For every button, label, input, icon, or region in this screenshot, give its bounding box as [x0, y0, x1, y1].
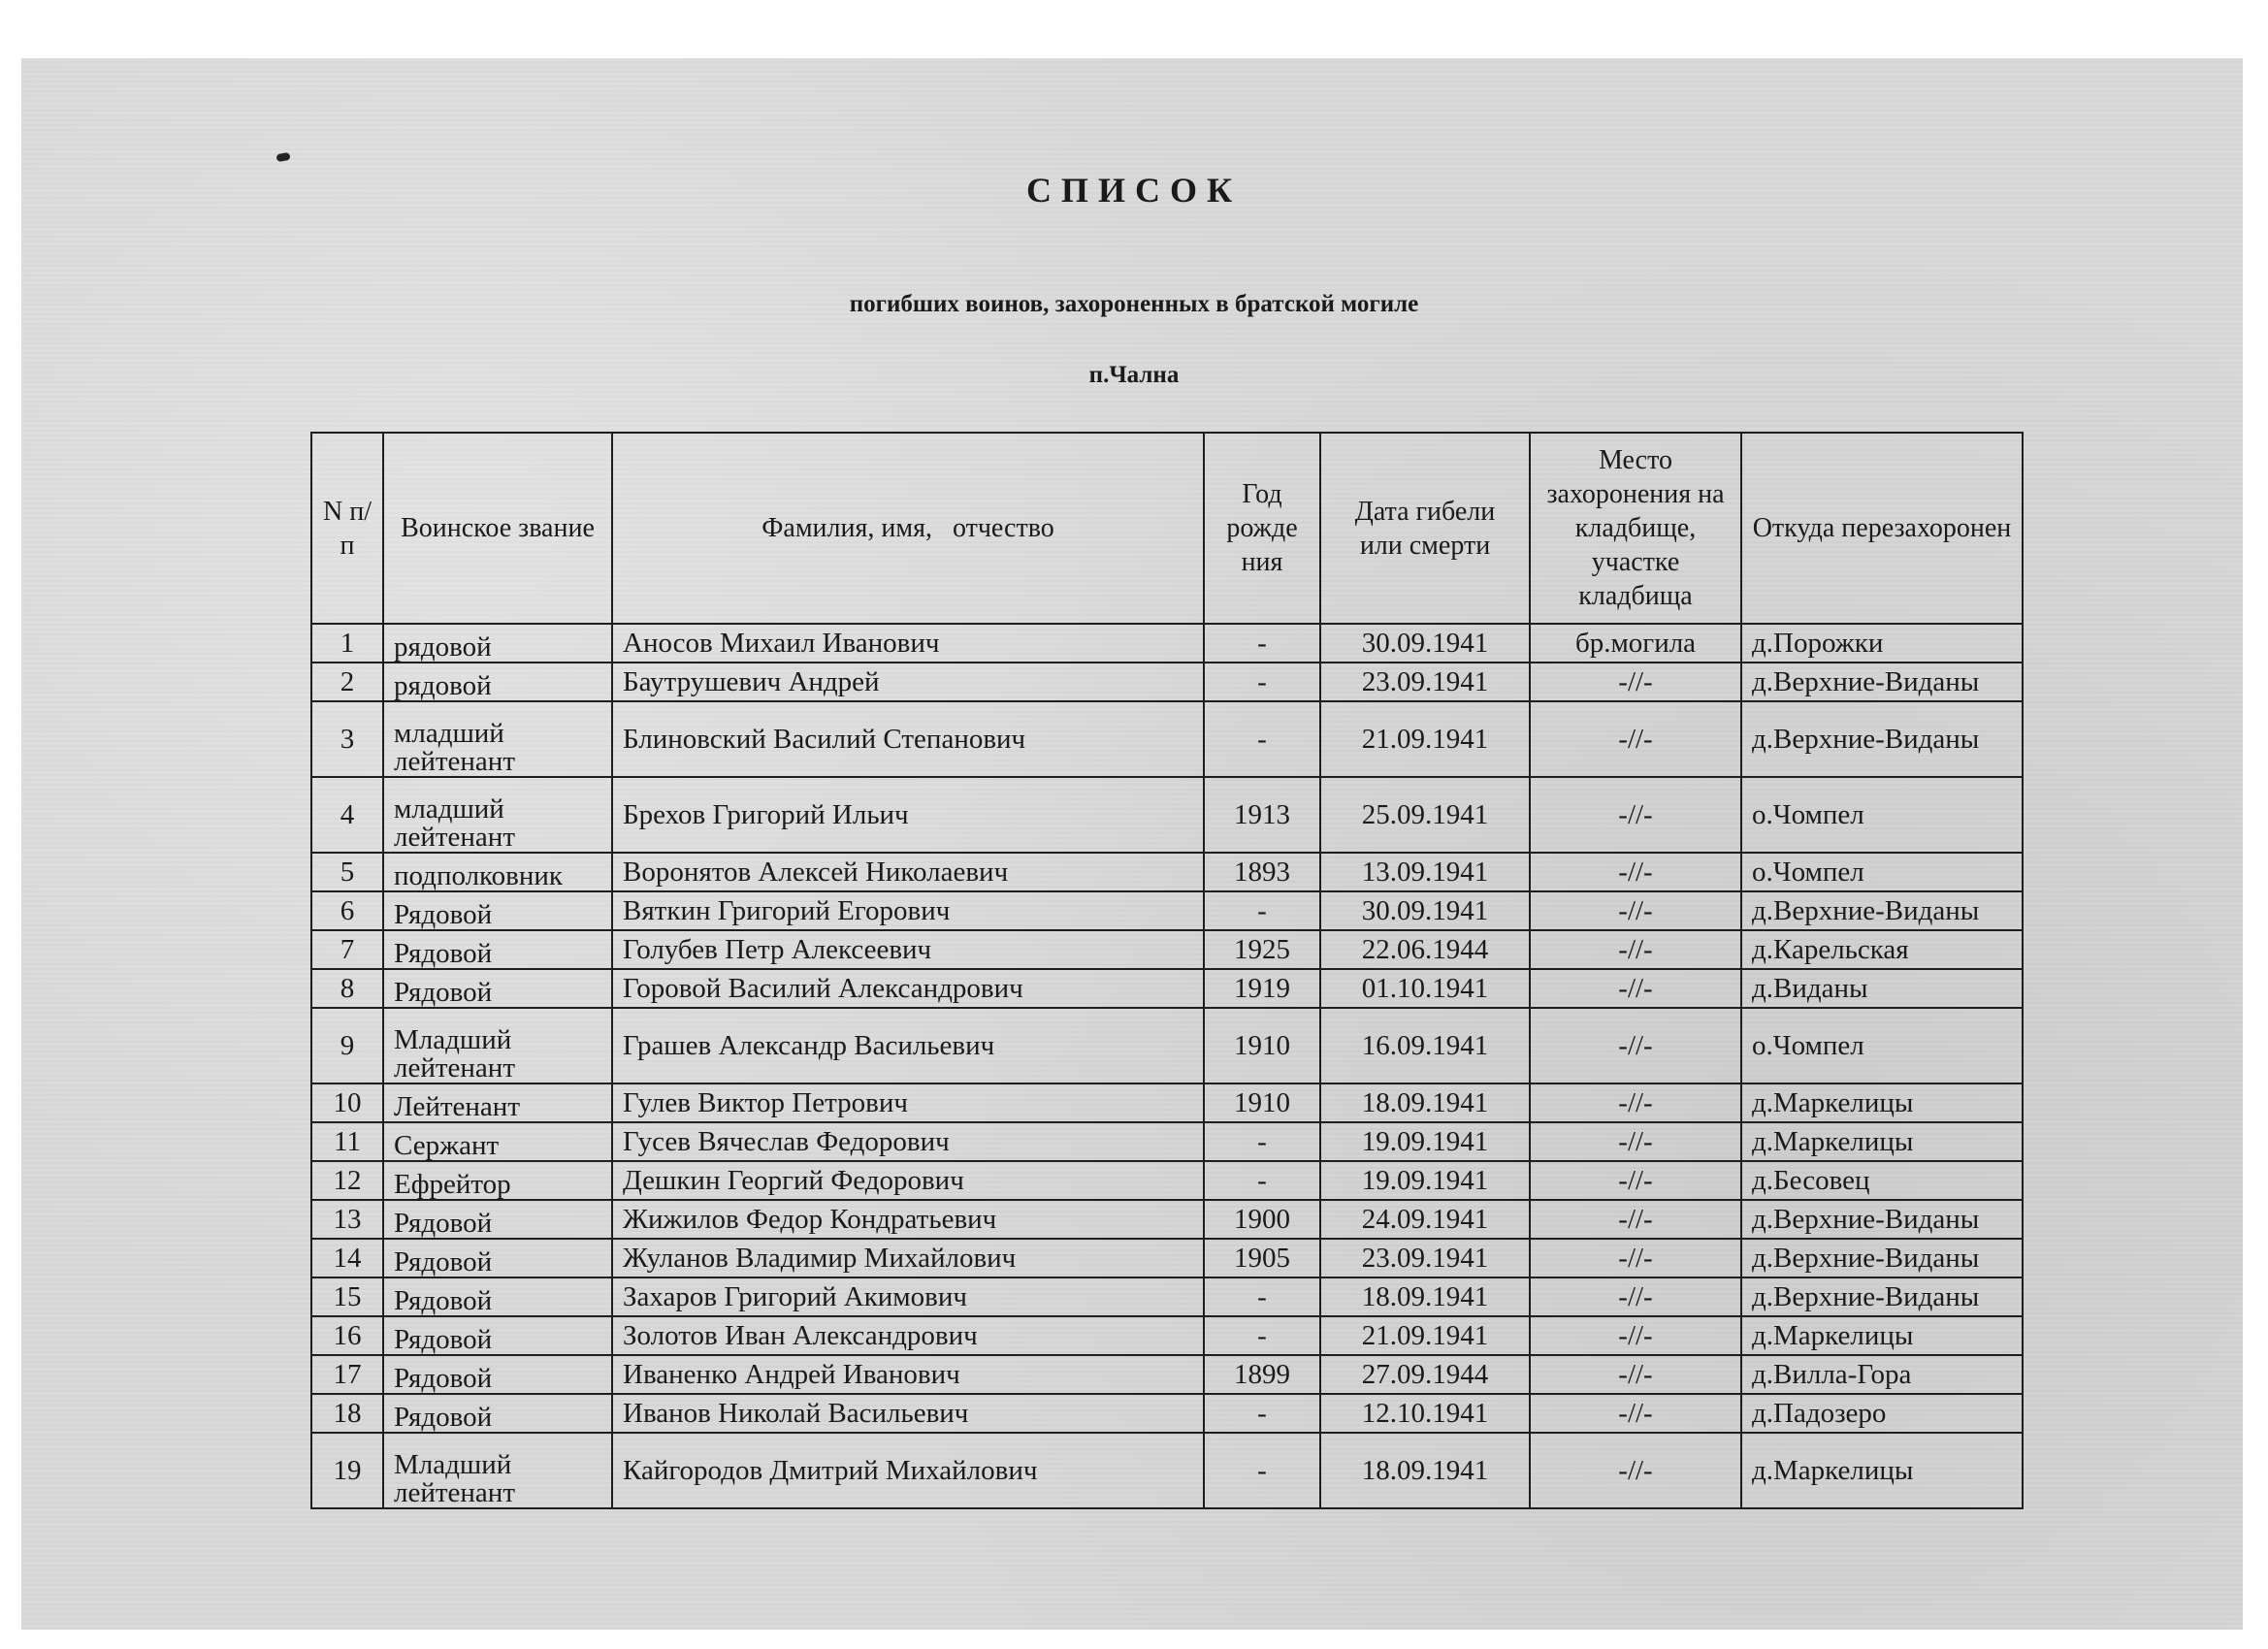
cell-from: д.Маркелицы — [1741, 1122, 2023, 1161]
cell-year: - — [1204, 891, 1320, 930]
document-title: СПИСОК — [1025, 171, 1243, 210]
cell-name: Кайгородов Дмитрий Михайлович — [612, 1433, 1204, 1508]
table-header-row — [311, 433, 2023, 624]
cell-name: Грашев Александр Васильевич — [612, 1008, 1204, 1083]
cell-num: 17 — [311, 1355, 383, 1394]
cell-burial: бр.могила — [1530, 624, 1741, 663]
cell-num: 16 — [311, 1316, 383, 1355]
cell-from: д.Верхние-Виданы — [1741, 1200, 2023, 1239]
cell-num: 3 — [311, 701, 383, 777]
cell-year: - — [1204, 1122, 1320, 1161]
cell-num: 5 — [311, 853, 383, 891]
cell-from: д.Карельская — [1741, 930, 2023, 969]
cell-year: 1913 — [1204, 777, 1320, 853]
table-row — [311, 777, 2023, 853]
cell-date: 27.09.1944 — [1320, 1355, 1530, 1394]
cell-num: 14 — [311, 1239, 383, 1277]
cell-num: 18 — [311, 1394, 383, 1433]
table-row — [311, 663, 2023, 701]
header-year: Год рожде ния — [1204, 433, 1320, 624]
cell-num: 13 — [311, 1200, 383, 1239]
table-row — [311, 891, 2023, 930]
cell-num: 8 — [311, 969, 383, 1008]
cell-name: Воронятов Алексей Николаевич — [612, 853, 1204, 891]
header-burial: Место захоронения на кладбище, участке кладбища — [1530, 433, 1741, 624]
cell-rank: Рядовой — [383, 1394, 612, 1433]
cell-name: Баутрушевич Андрей — [612, 663, 1204, 701]
table-row — [311, 1083, 2023, 1122]
cell-name: Иваненко Андрей Иванович — [612, 1355, 1204, 1394]
table-row — [311, 701, 2023, 777]
cell-name: Аносов Михаил Иванович — [612, 624, 1204, 663]
cell-from: д.Верхние-Виданы — [1741, 1277, 2023, 1316]
cell-num: 12 — [311, 1161, 383, 1200]
table-row — [311, 1008, 2023, 1083]
cell-burial: -//- — [1530, 1277, 1741, 1316]
cell-date: 16.09.1941 — [1320, 1008, 1530, 1083]
cell-year: 1900 — [1204, 1200, 1320, 1239]
cell-name: Гулев Виктор Петрович — [612, 1083, 1204, 1122]
cell-year: 1910 — [1204, 1083, 1320, 1122]
cell-year: - — [1204, 701, 1320, 777]
cell-rank: Сержант — [383, 1122, 612, 1161]
cell-burial: -//- — [1530, 1083, 1741, 1122]
cell-year: 1919 — [1204, 969, 1320, 1008]
table-row — [311, 1316, 2023, 1355]
cell-name: Блиновский Василий Степанович — [612, 701, 1204, 777]
cell-burial: -//- — [1530, 1394, 1741, 1433]
cell-rank: рядовой — [383, 624, 612, 663]
cell-name: Захаров Григорий Акимович — [612, 1277, 1204, 1316]
cell-year: 1925 — [1204, 930, 1320, 969]
cell-from: д.Падозеро — [1741, 1394, 2023, 1433]
table-row — [311, 853, 2023, 891]
table-row — [311, 930, 2023, 969]
table-row — [311, 1161, 2023, 1200]
cell-rank: Рядовой — [383, 1200, 612, 1239]
cell-year: - — [1204, 624, 1320, 663]
cell-year: 1910 — [1204, 1008, 1320, 1083]
table-row — [311, 1239, 2023, 1277]
cell-rank: Рядовой — [383, 891, 612, 930]
cell-num: 2 — [311, 663, 383, 701]
header-date: Дата гибели или смерти — [1320, 433, 1530, 624]
cell-rank: Рядовой — [383, 1316, 612, 1355]
cell-num: 7 — [311, 930, 383, 969]
roster-table — [310, 432, 2024, 1509]
cell-date: 22.06.1944 — [1320, 930, 1530, 969]
table-row — [311, 1394, 2023, 1433]
cell-year: 1899 — [1204, 1355, 1320, 1394]
cell-from: д.Вилла-Гора — [1741, 1355, 2023, 1394]
cell-burial: -//- — [1530, 1316, 1741, 1355]
cell-burial: -//- — [1530, 853, 1741, 891]
header-rank: Воинское звание — [383, 433, 612, 624]
cell-burial: -//- — [1530, 663, 1741, 701]
cell-date: 19.09.1941 — [1320, 1161, 1530, 1200]
cell-rank: Рядовой — [383, 1277, 612, 1316]
cell-num: 10 — [311, 1083, 383, 1122]
cell-burial: -//- — [1530, 1161, 1741, 1200]
cell-date: 18.09.1941 — [1320, 1277, 1530, 1316]
cell-rank: Рядовой — [383, 1355, 612, 1394]
table-row — [311, 1122, 2023, 1161]
cell-rank: Рядовой — [383, 930, 612, 969]
cell-num: 15 — [311, 1277, 383, 1316]
cell-rank: Младший лейтенант — [383, 1433, 612, 1508]
cell-year: - — [1204, 663, 1320, 701]
cell-date: 18.09.1941 — [1320, 1433, 1530, 1508]
cell-burial: -//- — [1530, 1200, 1741, 1239]
cell-from: о.Чомпел — [1741, 1008, 2023, 1083]
cell-burial: -//- — [1530, 1239, 1741, 1277]
cell-date: 13.09.1941 — [1320, 853, 1530, 891]
cell-name: Дешкин Георгий Федорович — [612, 1161, 1204, 1200]
cell-num: 1 — [311, 624, 383, 663]
cell-rank: Рядовой — [383, 1239, 612, 1277]
table-body — [311, 624, 2023, 1508]
cell-name: Голубев Петр Алексеевич — [612, 930, 1204, 969]
table-row — [311, 1433, 2023, 1508]
cell-date: 12.10.1941 — [1320, 1394, 1530, 1433]
cell-name: Иванов Николай Васильевич — [612, 1394, 1204, 1433]
cell-rank: Младший лейтенант — [383, 1008, 612, 1083]
table-row — [311, 1277, 2023, 1316]
cell-name: Золотов Иван Александрович — [612, 1316, 1204, 1355]
cell-rank: Ефрейтор — [383, 1161, 612, 1200]
cell-from: о.Чомпел — [1741, 853, 2023, 891]
cell-rank: младший лейтенант — [383, 777, 612, 853]
cell-from: д.Маркелицы — [1741, 1316, 2023, 1355]
cell-burial: -//- — [1530, 1008, 1741, 1083]
cell-rank: Лейтенант — [383, 1083, 612, 1122]
cell-year: 1905 — [1204, 1239, 1320, 1277]
table-row — [311, 969, 2023, 1008]
cell-date: 23.09.1941 — [1320, 663, 1530, 701]
table-row — [311, 624, 2023, 663]
cell-name: Гусев Вячеслав Федорович — [612, 1122, 1204, 1161]
cell-year: - — [1204, 1394, 1320, 1433]
cell-from: д.Бесовец — [1741, 1161, 2023, 1200]
cell-name: Брехов Григорий Ильич — [612, 777, 1204, 853]
cell-date: 23.09.1941 — [1320, 1239, 1530, 1277]
table-row — [311, 1355, 2023, 1394]
cell-date: 25.09.1941 — [1320, 777, 1530, 853]
cell-name: Жижилов Федор Кондратьевич — [612, 1200, 1204, 1239]
cell-year: - — [1204, 1433, 1320, 1508]
cell-burial: -//- — [1530, 969, 1741, 1008]
cell-date: 21.09.1941 — [1320, 701, 1530, 777]
header-name: Фамилия, имя, отчество — [612, 433, 1204, 624]
header-num: N п/п — [311, 433, 383, 624]
cell-from: о.Чомпел — [1741, 777, 2023, 853]
cell-burial: -//- — [1530, 930, 1741, 969]
cell-date: 18.09.1941 — [1320, 1083, 1530, 1122]
cell-rank: младший лейтенант — [383, 701, 612, 777]
cell-rank: Рядовой — [383, 969, 612, 1008]
cell-rank: рядовой — [383, 663, 612, 701]
document-place: п.Чална — [1088, 362, 1180, 388]
cell-from: д.Верхние-Виданы — [1741, 663, 2023, 701]
cell-burial: -//- — [1530, 701, 1741, 777]
cell-year: - — [1204, 1277, 1320, 1316]
cell-from: д.Маркелицы — [1741, 1083, 2023, 1122]
header-from: Откуда перезахоронен — [1741, 433, 2023, 624]
cell-from: д.Маркелицы — [1741, 1433, 2023, 1508]
cell-burial: -//- — [1530, 1433, 1741, 1508]
cell-year: 1893 — [1204, 853, 1320, 891]
cell-num: 11 — [311, 1122, 383, 1161]
cell-name: Горовой Василий Александрович — [612, 969, 1204, 1008]
cell-from: д.Виданы — [1741, 969, 2023, 1008]
cell-burial: -//- — [1530, 891, 1741, 930]
cell-date: 30.09.1941 — [1320, 624, 1530, 663]
cell-num: 6 — [311, 891, 383, 930]
cell-date: 19.09.1941 — [1320, 1122, 1530, 1161]
cell-num: 9 — [311, 1008, 383, 1083]
cell-from: д.Верхние-Виданы — [1741, 891, 2023, 930]
cell-year: - — [1204, 1161, 1320, 1200]
cell-name: Вяткин Григорий Егорович — [612, 891, 1204, 930]
cell-date: 01.10.1941 — [1320, 969, 1530, 1008]
cell-rank: подполковник — [383, 853, 612, 891]
cell-num: 19 — [311, 1433, 383, 1508]
cell-burial: -//- — [1530, 1355, 1741, 1394]
cell-name: Жуланов Владимир Михайлович — [612, 1239, 1204, 1277]
cell-from: д.Верхние-Виданы — [1741, 1239, 2023, 1277]
cell-from: д.Верхние-Виданы — [1741, 701, 2023, 777]
cell-date: 24.09.1941 — [1320, 1200, 1530, 1239]
cell-date: 21.09.1941 — [1320, 1316, 1530, 1355]
table-row — [311, 1200, 2023, 1239]
cell-num: 4 — [311, 777, 383, 853]
cell-from: д.Порожки — [1741, 624, 2023, 663]
cell-burial: -//- — [1530, 777, 1741, 853]
cell-date: 30.09.1941 — [1320, 891, 1530, 930]
cell-burial: -//- — [1530, 1122, 1741, 1161]
document-subtitle: погибших воинов, захороненных в братской могиле — [849, 291, 1419, 317]
cell-year: - — [1204, 1316, 1320, 1355]
